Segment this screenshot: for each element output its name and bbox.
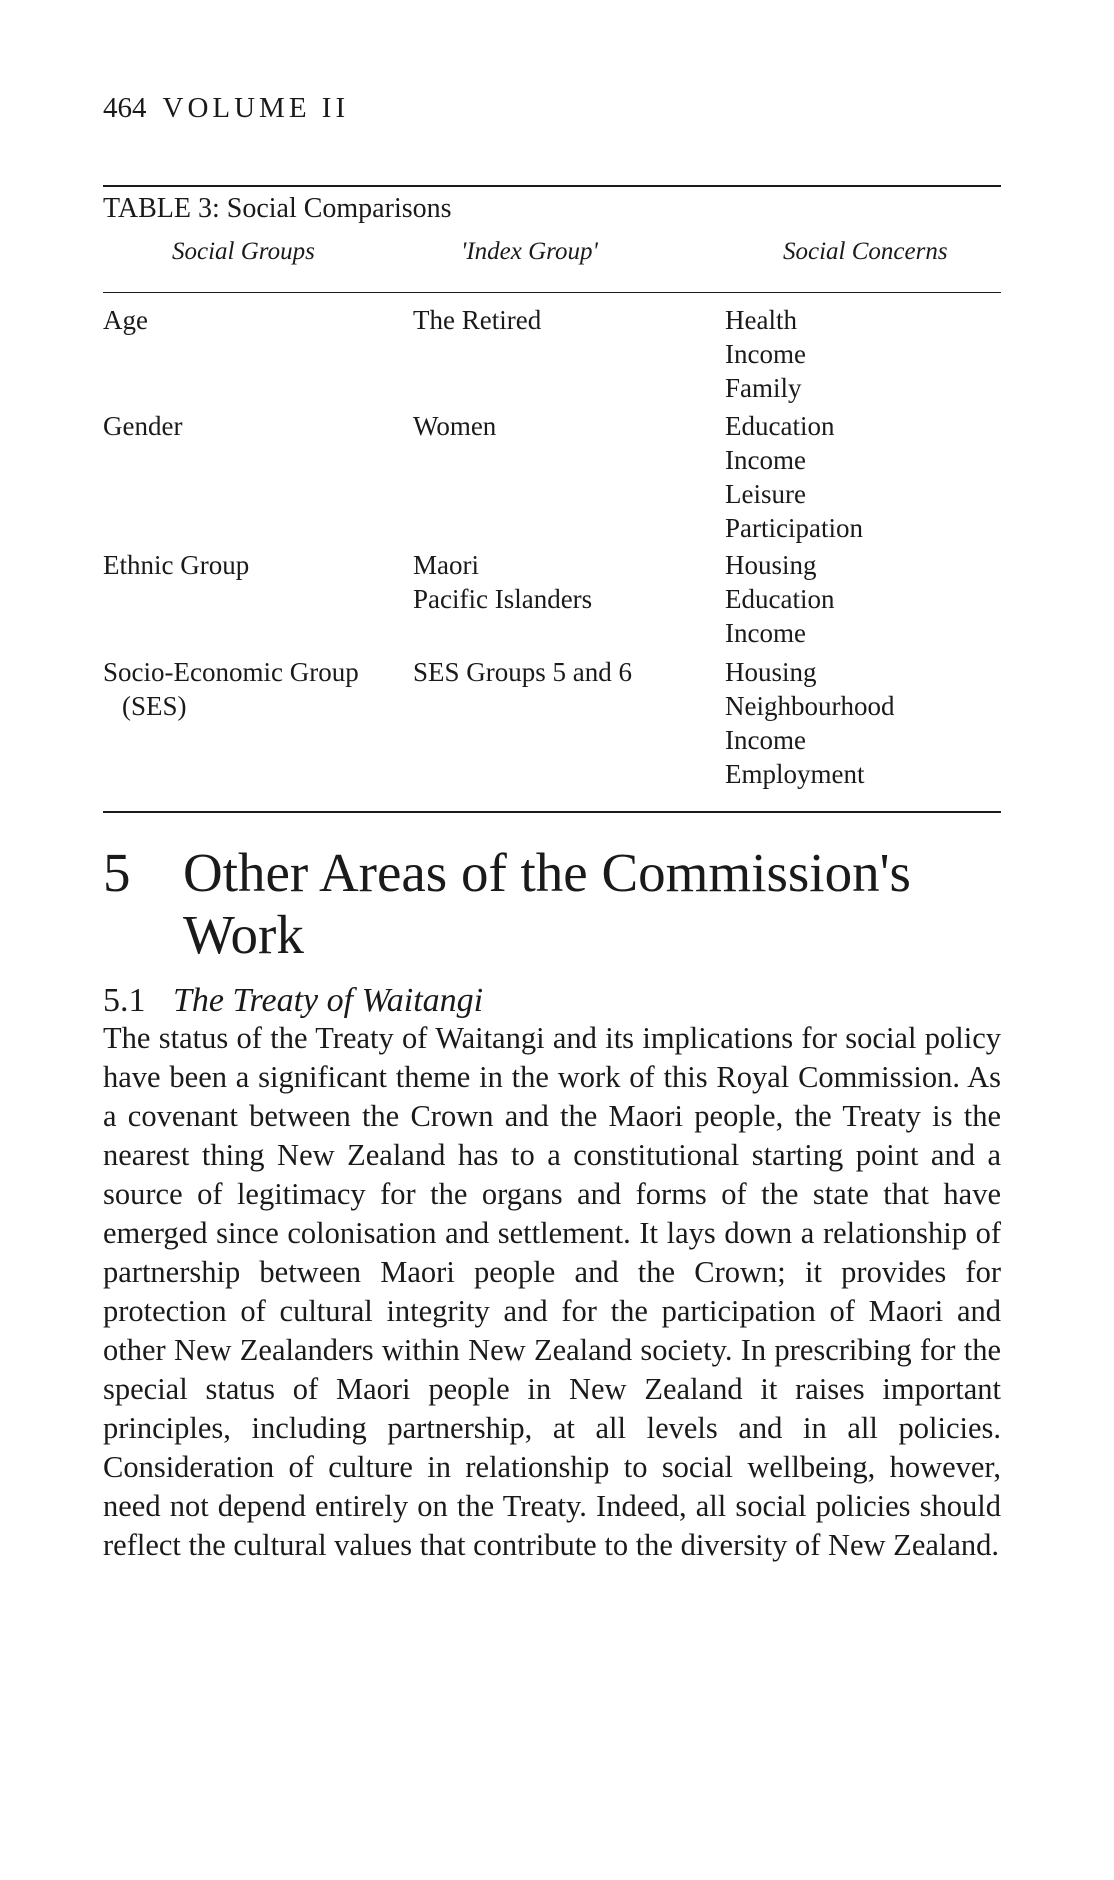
section-number: 5 [103, 842, 131, 903]
cell-line: Maori [413, 550, 479, 580]
table-cell-group [103, 548, 249, 582]
cell-line: Employment [725, 759, 865, 789]
section-heading [103, 842, 1003, 966]
table-header-rule [103, 292, 1001, 293]
table-cell-group [103, 409, 182, 443]
table-cell-concerns [725, 409, 863, 545]
table-cell-index [413, 409, 496, 443]
table-cell-index [413, 548, 592, 616]
cell-line: Income [725, 445, 806, 475]
subsection-heading [103, 982, 483, 1020]
subsection-title: The Treaty of Waitangi [173, 982, 484, 1019]
subsection-number: 5.1 [103, 982, 146, 1019]
cell-line: Ethnic Group [103, 550, 250, 580]
column-header-index-group: 'Index Group' [461, 238, 598, 265]
section-title-line2: Work [183, 904, 304, 965]
cell-line: Pacific Islanders [413, 584, 593, 614]
cell-line: Family [725, 373, 802, 403]
cell-line: Income [725, 725, 806, 755]
cell-line: (SES) [122, 691, 187, 721]
page-header [103, 92, 349, 125]
body-paragraph: The status of the Treaty of Waitangi and its implications for social policy have been a significant theme in the work of this Royal Commission. As a covenant between the Crown and the Maori people, the Treaty is the nearest thing New Zealand has to a constitutional starting point and a source of legitimacy for the organs and forms of the state that have emerged since colonisation and settlement. It lays down a relationship of partnership between Maori people and the Crown; it provides for protection of cultural integrity and for the participation of Maori and other New Zealanders within New Zealand society. In prescribing for the special status of Maori people in New Zealand it raises important principles, including partnership, at all levels and in all policies. Consideration of culture in relationship to social wellbeing, however, need not depend entirely on the Treaty. Indeed, all social policies should reflect the cultural values that contribute to the diversity of New Zealand. [103, 1021, 1001, 1562]
cell-line: Income [725, 339, 806, 369]
table-cell-concerns [725, 303, 806, 405]
table-cell-group [103, 655, 359, 723]
cell-line: Socio-Economic Group [103, 657, 359, 687]
section-title-line1: Other Areas of the Commission's [183, 842, 911, 903]
table-caption: TABLE 3: Social Comparisons [103, 193, 452, 224]
running-head: VOLUME II [162, 92, 350, 124]
table-cell-concerns [725, 548, 834, 650]
cell-line: Leisure [725, 479, 806, 509]
table-cell-index [413, 655, 632, 689]
cell-line: Income [725, 618, 806, 648]
cell-line: Participation [725, 513, 863, 543]
table-top-rule [103, 185, 1001, 187]
page-number: 464 [103, 92, 147, 124]
table-cell-group [103, 303, 148, 337]
cell-line: Neighbourhood [725, 691, 895, 721]
cell-line: The Retired [413, 305, 542, 335]
table-cell-index [413, 303, 541, 337]
column-header-social-concerns: Social Concerns [783, 238, 948, 265]
cell-line: Housing [725, 550, 817, 580]
cell-line: Education [725, 584, 835, 614]
table-bottom-rule [103, 811, 1001, 813]
table-cell-concerns [725, 655, 894, 791]
cell-line: Age [103, 305, 148, 335]
cell-line: SES Groups 5 and 6 [413, 657, 633, 687]
cell-line: Gender [103, 411, 183, 441]
column-header-social-groups: Social Groups [172, 238, 315, 265]
cell-line: Education [725, 411, 835, 441]
cell-line: Housing [725, 657, 817, 687]
cell-line: Women [413, 411, 497, 441]
cell-line: Health [725, 305, 797, 335]
